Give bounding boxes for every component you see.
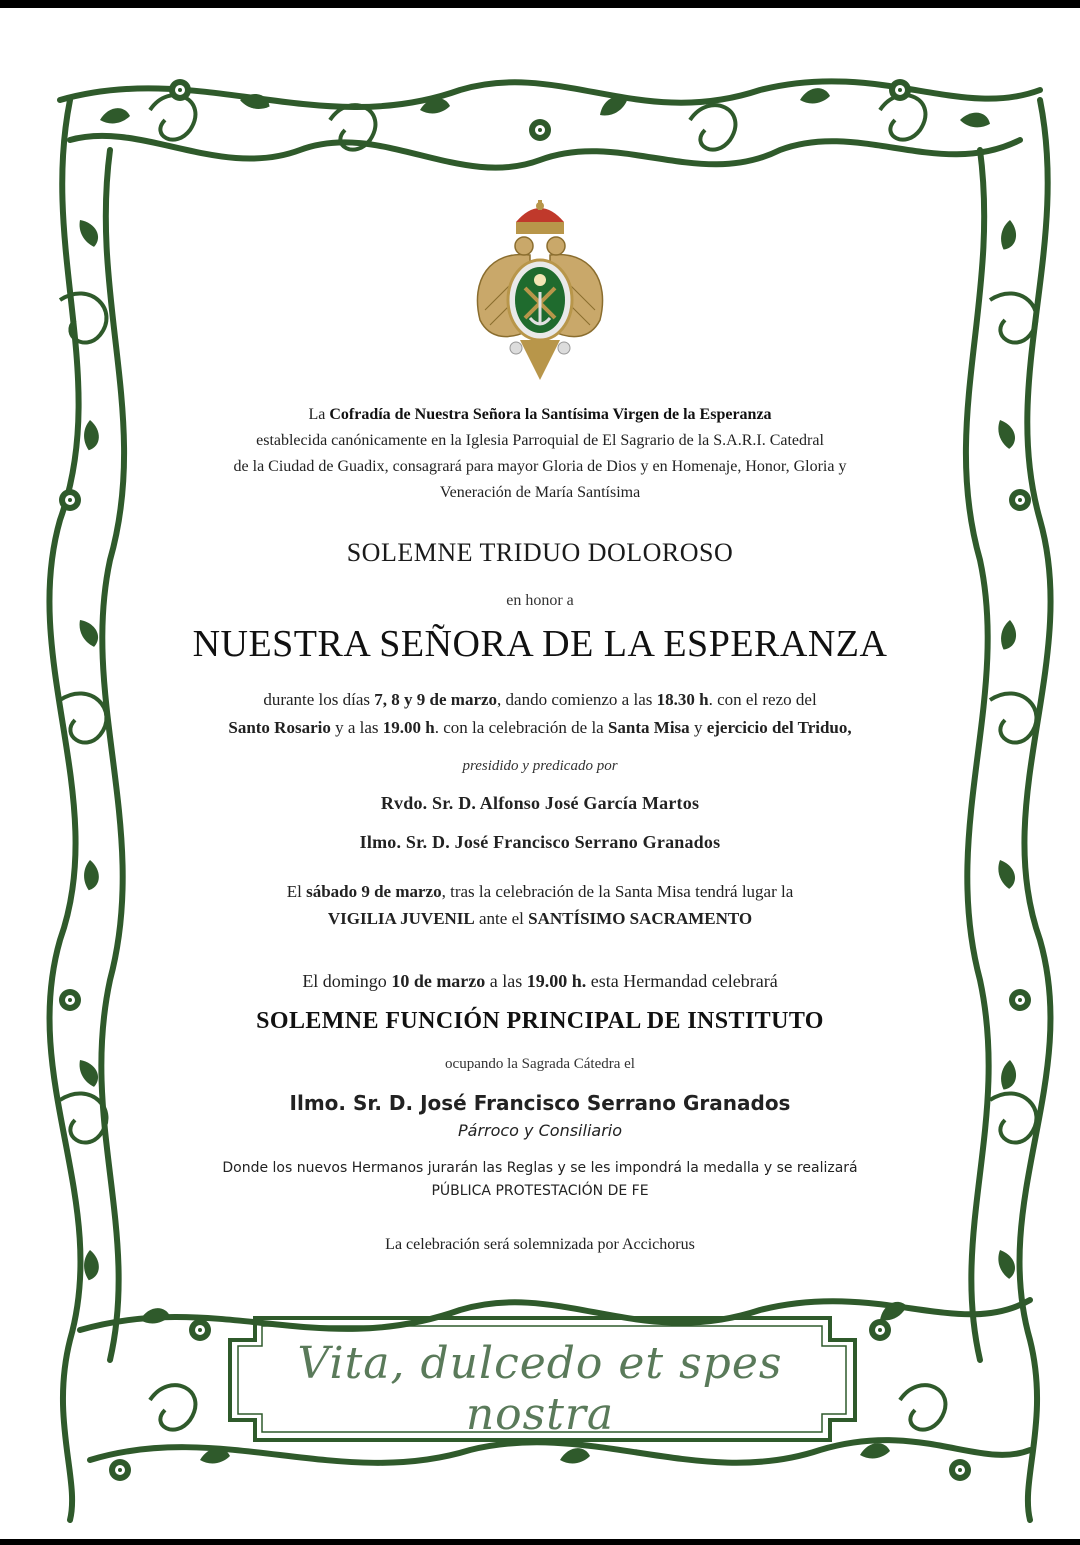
vigilia-line-1 — [160, 878, 920, 905]
intro-line-3: de la Ciudad de Guadix, consagrará para mayor Gloria de Dios y en Homenaje, Honor, Gloria y — [233, 458, 847, 475]
ejercicio-triduo: ejercicio del Triduo, — [706, 718, 852, 737]
intro-line-4: Veneración de María Santísima — [439, 484, 641, 501]
triduo-title: SOLEMNE TRIDUO DOLOROSO — [346, 538, 734, 567]
domingo-date: 10 de marzo — [391, 971, 486, 991]
intro-paragraph — [160, 402, 920, 506]
vigilia-date: sábado 9 de marzo — [306, 882, 442, 901]
hermanos-line-2: PÚBLICA PROTESTACIÓN DE FE — [431, 1183, 649, 1199]
domingo-time: 19.00 h. — [526, 971, 587, 991]
presidido-text: presidido y predicado por — [462, 758, 618, 774]
motto-text: Vita, dulcedo et spes nostra — [297, 1338, 783, 1440]
vigilia-text: , tras la celebración de la Santa Misa tendrá lugar la — [441, 882, 794, 901]
hermanos-paragraph — [160, 1157, 920, 1203]
days-text: y — [689, 718, 707, 737]
accichorus-text: La celebración será solemnizada por Accichorus — [385, 1236, 695, 1253]
bottom-black-bar — [0, 1539, 1080, 1545]
funcion-title: SOLEMNE FUNCIÓN PRINCIPAL DE INSTITUTO — [256, 1008, 824, 1034]
vigilia-juvenil: VIGILIA JUVENIL — [327, 909, 475, 928]
days-text: durante los días — [263, 690, 375, 709]
days-text: . con el rezo del — [708, 690, 817, 709]
days-line-1 — [160, 686, 920, 714]
days-dates: 7, 8 y 9 de marzo — [374, 690, 498, 709]
preacher-1: Rvdo. Sr. D. Alfonso José García Martos — [380, 793, 700, 813]
coat-of-arms-icon — [470, 200, 610, 385]
vigilia-paragraph — [160, 878, 920, 932]
domingo-line — [160, 968, 920, 995]
domingo-text: El domingo — [302, 971, 392, 991]
domingo-text: a las — [485, 971, 527, 991]
days-time-2: 19.00 h — [382, 718, 435, 737]
days-paragraph — [160, 686, 920, 742]
intro-prefix: La — [308, 406, 330, 423]
catedra-text: ocupando la Sagrada Cátedra el — [445, 1056, 635, 1072]
santa-misa: Santa Misa — [607, 718, 690, 737]
preacher-3: Ilmo. Sr. D. José Francisco Serrano Granados — [289, 1091, 791, 1115]
vigilia-line-2 — [160, 905, 920, 932]
preacher-2: Ilmo. Sr. D. José Francisco Serrano Granados — [359, 832, 721, 852]
hermanos-line-1: Donde los nuevos Hermanos jurarán las Reglas y se les impondrá la medalla y se realizará — [222, 1160, 858, 1176]
intro-line-2: establecida canónicamente en la Iglesia Parroquial de El Sagrario de la S.A.R.I. Catedral — [256, 432, 824, 449]
brotherhood-name: Cofradía de Nuestra Señora la Santísima Virgen de la Esperanza — [329, 406, 772, 423]
days-text: . con la celebración de la — [434, 718, 608, 737]
santisimo-sacramento: SANTÍSIMO SACRAMENTO — [528, 909, 753, 928]
days-text: y a las — [330, 718, 383, 737]
days-time-1: 18.30 h — [656, 690, 709, 709]
santo-rosario: Santo Rosario — [228, 718, 331, 737]
preacher-3-role: Párroco y Consiliario — [457, 1121, 622, 1140]
vigilia-text: ante el — [474, 909, 529, 928]
domingo-text: esta Hermandad celebrará — [586, 971, 778, 991]
days-line-2 — [160, 714, 920, 742]
intro-line-1 — [160, 402, 920, 428]
vigilia-text: El — [286, 882, 307, 901]
en-honor-text: en honor a — [506, 592, 574, 609]
days-text: , dando comienzo a las — [497, 690, 657, 709]
main-title: NUESTRA SEÑORA DE LA ESPERANZA — [192, 623, 888, 665]
